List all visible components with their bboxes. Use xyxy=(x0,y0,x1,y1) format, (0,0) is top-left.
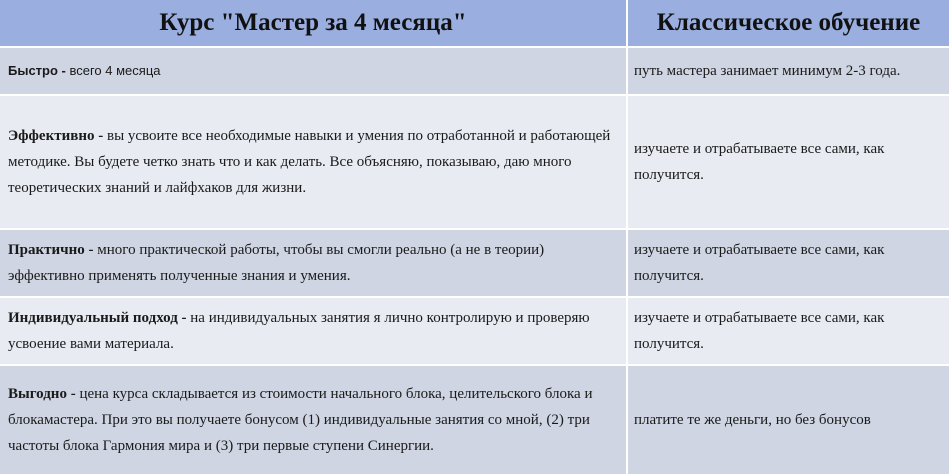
row-term: Индивидуальный подход - xyxy=(8,310,187,326)
table-row xyxy=(0,47,950,95)
row-description: вы усвоите все необходимые навыки и умения по отработанной и работающей методике. Вы будете четко знать что и как делать. Все объясняю, показываю, даю много теоретических знаний и лайфхаков для жизни. xyxy=(8,128,611,196)
row-classic-cell xyxy=(627,47,950,95)
row-course-cell xyxy=(0,95,627,229)
row-course-cell xyxy=(0,47,627,95)
header-course: Курс "Мастер за 4 месяца" xyxy=(0,0,627,47)
row-classic-text: платите те же деньги, но без бонусов xyxy=(634,412,871,428)
row-course-cell xyxy=(0,365,627,475)
row-classic-cell xyxy=(627,297,950,365)
row-classic-text: изучаете и отрабатываете все сами, как получится. xyxy=(634,242,885,284)
row-course-cell xyxy=(0,229,627,297)
header-classic: Классическое обучение xyxy=(627,0,950,47)
header-row xyxy=(0,0,950,47)
row-description: много практической работы, чтобы вы смогли реально (а не в теории) эффективно применять полученные знания и умения. xyxy=(8,242,545,284)
table-row xyxy=(0,95,950,229)
row-term: Выгодно - xyxy=(8,386,76,402)
row-description: цена курса складывается из стоимости начального блока, целительского блока и блокамастера. При это вы получаете бонусом (1) индивидуальные занятия со мной, (2) три частоты блока Гармония мира и (3) три первые ступени Синергии. xyxy=(8,386,593,454)
table-row xyxy=(0,229,950,297)
table-row xyxy=(0,297,950,365)
row-term: Быстро - xyxy=(8,63,66,78)
row-classic-cell xyxy=(627,365,950,475)
row-term: Эффективно - xyxy=(8,128,104,144)
row-description: всего 4 месяца xyxy=(65,63,161,78)
table-row xyxy=(0,365,950,475)
row-classic-text: изучаете и отрабатываете все сами, как получится. xyxy=(634,310,885,352)
row-description: на индивидуальных занятия я лично контролирую и проверяю усвоение вами материала. xyxy=(8,310,590,352)
row-classic-text: изучаете и отрабатываете все сами, как получится. xyxy=(634,141,885,183)
row-course-cell xyxy=(0,297,627,365)
row-classic-cell xyxy=(627,95,950,229)
row-classic-text: путь мастера занимает минимум 2-3 года. xyxy=(634,63,901,79)
row-classic-cell xyxy=(627,229,950,297)
row-term: Практично - xyxy=(8,242,94,258)
